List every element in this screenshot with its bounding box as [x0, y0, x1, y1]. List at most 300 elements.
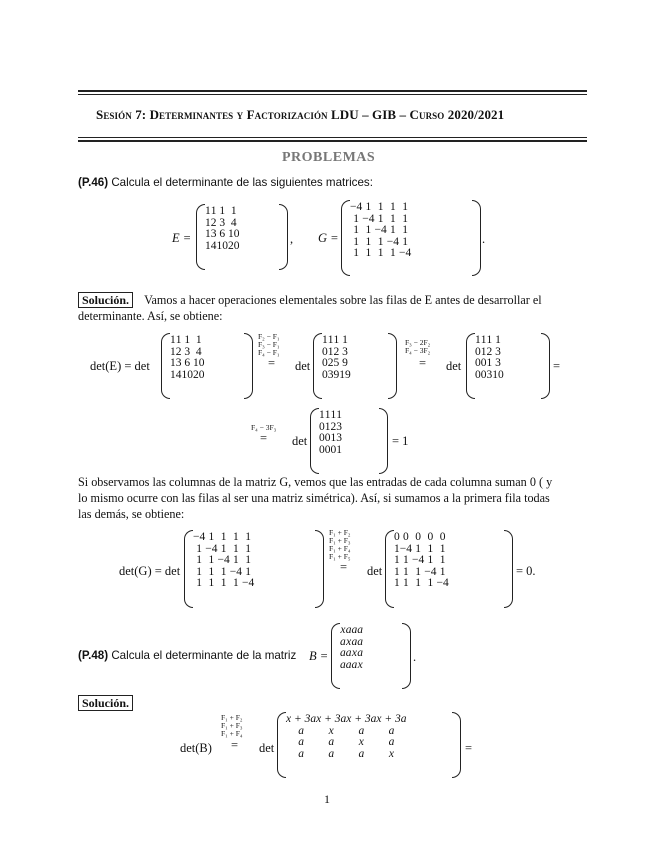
matrix-entry: 1	[196, 577, 202, 589]
p46-line	[78, 176, 373, 189]
matrix-entry: a	[351, 658, 358, 671]
matrix-entry: x	[328, 724, 334, 737]
matrix-entry: −4	[217, 554, 230, 566]
matrix-entry: 1	[495, 334, 501, 346]
matrix-entry: 1	[353, 212, 359, 225]
G-lhs	[318, 231, 339, 246]
matrix-entry: 0	[322, 345, 328, 358]
matrix-row	[205, 206, 240, 218]
matrix-row	[322, 370, 351, 382]
matrix-entry: −4	[374, 224, 387, 236]
eq-4: =	[260, 431, 268, 445]
matrix-entry: 1	[486, 334, 493, 346]
matrix-entry: 1	[365, 247, 372, 259]
matrix-entry: 1	[365, 224, 372, 236]
E-lhs-text: E =	[172, 231, 192, 245]
matrix-entry: 0	[319, 432, 325, 444]
matrix-entry: 1	[175, 334, 182, 346]
E-lhs	[172, 231, 191, 246]
matrix-entry: 1	[390, 224, 396, 236]
matrix-step5	[277, 712, 461, 778]
matrix-entry: 1	[220, 531, 227, 543]
row-op-label: F₄ − 3F₂	[405, 346, 431, 355]
det-1: det	[295, 359, 311, 373]
matrix-row	[350, 225, 411, 237]
p46-statement: Calcula el determinante de las siguientes matrices:	[111, 176, 373, 189]
row-ops-4	[329, 529, 351, 561]
matrix-entry: 3	[495, 357, 501, 369]
matrix-entry: 1	[324, 420, 331, 433]
matrix-entry: 1	[427, 577, 434, 589]
matrix-entry: 2	[210, 216, 217, 229]
matrix-entry: 1	[439, 554, 446, 566]
matrix-row	[193, 532, 254, 544]
matrix-entry: 1	[353, 235, 359, 248]
solution1-line2: determinante. Así, se obtiene:	[78, 309, 223, 323]
matrix-entry: 1	[427, 554, 434, 566]
matrix-entry: a	[358, 747, 365, 760]
matrix-entry: 0	[427, 531, 434, 543]
matrix-row	[394, 578, 449, 590]
matrix-entry: 1	[402, 235, 408, 248]
matrix-entry: a	[345, 658, 352, 671]
matrix-entry: −4	[193, 531, 206, 543]
matrix-entry: 1	[170, 345, 176, 358]
solution1-line1	[78, 292, 542, 308]
B-lhs	[309, 649, 328, 664]
matrix-entry: 10	[181, 368, 193, 381]
matrix-E	[196, 204, 288, 270]
matrix-entry: 2	[333, 345, 340, 358]
matrix-entry: 10	[228, 228, 240, 240]
matrix-entry: 3	[342, 345, 348, 358]
matrix-row	[350, 202, 411, 214]
matrix-entry: 1	[402, 224, 408, 236]
matrix-entry: 0	[475, 345, 481, 358]
matrix-row	[322, 358, 351, 370]
matrix-entry: 1	[322, 334, 328, 346]
matrix-entry: 1	[394, 565, 400, 578]
matrix-entry: x	[351, 647, 357, 659]
matrix-entry: 0	[322, 368, 328, 381]
matrix-G-again-table	[193, 532, 254, 590]
matrix-row	[394, 555, 449, 567]
p48-statement: Calcula el determinante de la matriz	[111, 649, 297, 662]
matrix-entry: a	[357, 647, 363, 659]
matrix-entry: a	[358, 724, 365, 737]
matrix-entry: −4	[229, 565, 242, 578]
solution2-line	[78, 695, 133, 711]
matrix-step1	[313, 333, 397, 399]
matrix-entry: a	[351, 635, 358, 648]
row-ops-5	[221, 714, 243, 738]
matrix-entry: 1	[230, 205, 237, 217]
matrix-row	[475, 358, 504, 370]
matrix-entry: 4	[210, 239, 217, 252]
matrix-entry: x	[388, 747, 394, 760]
matrix-entry: 1	[480, 334, 487, 346]
matrix-entry: 1	[208, 565, 215, 578]
matrix-entry: 3	[175, 357, 182, 369]
matrix-entry: 0	[322, 357, 328, 369]
matrix-row	[170, 358, 205, 370]
result-1: = 1	[392, 434, 409, 448]
matrix-entry: 1	[480, 345, 487, 358]
matrix-entry: a	[328, 747, 335, 760]
matrix-entry: 9	[333, 368, 340, 381]
matrix-entry: 1	[327, 334, 334, 346]
matrix-row	[319, 410, 342, 422]
matrix-entry: 1	[390, 212, 396, 225]
B-period: .	[413, 650, 417, 664]
eq-2: =	[419, 356, 427, 370]
matrix-step3-table	[319, 410, 342, 456]
header-rule-top	[78, 90, 587, 92]
matrix-entry: 1	[390, 201, 396, 213]
matrix-entry: 3	[184, 345, 191, 358]
p48-label: (P.48)	[78, 649, 109, 662]
matrix-G	[341, 200, 481, 276]
matrix-entry: −4	[362, 212, 375, 225]
matrix-entry: x	[346, 635, 352, 648]
matrix-entry: a	[345, 647, 352, 659]
eq-1: =	[268, 356, 276, 370]
matrix-entry: 1	[415, 565, 421, 578]
matrix-entry: 20	[193, 368, 205, 381]
matrix-entry: 0	[480, 357, 487, 369]
matrix-entry: 1	[170, 334, 176, 346]
matrix-entry: 1	[205, 239, 211, 252]
matrix-entry: 3	[336, 432, 342, 444]
header-rule-bottom-thick	[78, 140, 587, 142]
matrix-entry: 1	[394, 542, 400, 555]
B-lhs-text: B =	[309, 649, 329, 663]
row-op-label: F₁ + F₃	[221, 721, 243, 730]
row-ops-1	[258, 333, 280, 357]
para-G-1: Si observamos las columnas de la matriz G, vemos que las entradas de cada columna suman 0 ( y	[78, 475, 553, 489]
matrix-row	[319, 445, 342, 457]
row-op-label: F₁ + F₄	[329, 544, 351, 553]
matrix-entry: 1	[439, 542, 446, 555]
matrix-entry: a	[388, 724, 395, 737]
detB-lhs: det(B)	[180, 741, 212, 755]
matrix-entry: 1	[403, 565, 409, 578]
matrix-entry: 1	[394, 554, 400, 566]
matrix-entry: −4	[386, 235, 399, 248]
matrix-row	[286, 749, 407, 761]
matrix-entry: 0	[330, 443, 337, 456]
matrix-entry: 0	[324, 443, 331, 456]
matrix-entry: 1	[402, 201, 408, 213]
matrix-entry: 1	[233, 577, 239, 589]
matrix-step4-table	[394, 532, 449, 590]
matrix-entry: 0	[475, 368, 481, 381]
matrix-entry: 10	[492, 368, 504, 381]
G-period: .	[482, 232, 486, 246]
matrix-entry: 1	[319, 409, 325, 421]
matrix-row	[340, 660, 363, 672]
matrix-entry: 2	[175, 345, 182, 358]
matrix-entry: 20	[228, 239, 240, 252]
page-number: 1	[324, 792, 330, 806]
matrix-entry: 1	[219, 205, 226, 217]
matrix-entry: 1	[353, 224, 359, 236]
matrix-step5-table	[286, 714, 407, 760]
matrix-E-again-table	[170, 335, 205, 381]
matrix-entry: −4	[399, 542, 412, 555]
matrix-entry: 1	[245, 554, 251, 566]
matrix-row	[340, 648, 363, 660]
matrix-entry: 4	[230, 216, 237, 229]
matrix-entry: 1	[390, 247, 396, 259]
solution2-label: Solución.	[78, 695, 133, 711]
matrix-entry: a	[298, 747, 304, 760]
matrix-entry: 1	[377, 212, 384, 225]
eq-5: =	[340, 560, 348, 574]
matrix-entry: 1	[208, 577, 215, 589]
E-comma: ,	[290, 232, 294, 246]
matrix-entry: 1	[365, 201, 372, 213]
matrix-entry: 1	[170, 368, 176, 381]
matrix-entry: 6	[219, 228, 226, 240]
para-G-3: las demás, se obtiene:	[78, 507, 185, 521]
row-ops-2	[405, 339, 430, 355]
matrix-entry: −4	[350, 201, 363, 213]
matrix-entry: 1	[342, 334, 348, 346]
matrix-entry: 3	[495, 345, 501, 358]
matrix-entry: 1	[196, 554, 202, 566]
matrix-entry: 1	[327, 345, 334, 358]
matrix-E-table	[205, 206, 240, 252]
matrix-entry: 1	[205, 216, 211, 229]
matrix-row	[205, 241, 240, 253]
matrix-entry: 1	[377, 235, 384, 248]
row-op-label: F₂ − F₁	[258, 332, 280, 341]
matrix-entry: 0	[324, 432, 331, 444]
matrix-step4	[385, 530, 513, 608]
matrix-entry: −4	[399, 247, 412, 259]
matrix-entry: 1	[170, 357, 176, 369]
matrix-row	[170, 335, 205, 347]
matrix-entry: −4	[412, 554, 425, 566]
matrix-entry: 3	[486, 368, 493, 381]
matrix-row	[322, 335, 351, 347]
matrix-entry: 2	[486, 345, 493, 358]
matrix-entry: 0	[394, 531, 400, 543]
matrix-row	[350, 248, 411, 260]
matrix-entry: 1	[245, 542, 251, 555]
matrix-entry: 1	[475, 334, 481, 346]
matrix-row	[286, 737, 407, 749]
matrix-entry: −4	[242, 577, 255, 589]
matrix-step3	[310, 408, 388, 474]
matrix-entry: 1	[415, 577, 421, 589]
matrix-entry: x + 3a	[346, 713, 377, 725]
matrix-entry: −4	[205, 542, 218, 555]
matrix-entry: x	[358, 736, 364, 748]
matrix-entry: 1	[195, 334, 202, 346]
det-5: det	[259, 741, 275, 755]
matrix-entry: 1	[402, 212, 408, 225]
matrix-entry: 1	[233, 542, 239, 555]
matrix-entry: 3	[219, 216, 226, 229]
row-op-label: F₁ + F₅	[329, 552, 351, 561]
matrix-entry: 1	[439, 565, 446, 578]
matrix-entry: a	[298, 736, 304, 748]
matrix-entry: 1	[208, 554, 215, 566]
matrix-row	[193, 578, 254, 590]
matrix-entry: 0	[319, 420, 325, 433]
matrix-entry: 1	[233, 531, 239, 543]
matrix-entry: 1	[324, 409, 331, 421]
row-op-label: F₁ + F₂	[221, 713, 243, 722]
matrix-entry: 1	[427, 542, 434, 555]
det-3: det	[292, 434, 308, 448]
G-lhs-text: G =	[318, 231, 339, 245]
matrix-entry: 3	[210, 228, 217, 240]
matrix-row	[475, 335, 504, 347]
matrix-row	[193, 555, 254, 567]
eq-3: =	[553, 359, 561, 373]
matrix-entry: 0	[403, 531, 409, 543]
matrix-entry: 1	[415, 542, 421, 555]
matrix-entry: 0	[439, 531, 446, 543]
matrix-entry: 1	[196, 542, 202, 555]
matrix-entry: 1	[220, 565, 227, 578]
matrix-entry: 2	[327, 357, 334, 369]
header-rule-top-thin	[78, 94, 587, 95]
matrix-row	[340, 625, 363, 637]
matrix-entry: 1	[220, 577, 227, 589]
eq-6: =	[231, 738, 239, 752]
matrix-entry: 5	[333, 357, 340, 369]
solution1-label: Solución.	[78, 292, 133, 308]
matrix-entry: 1	[205, 228, 211, 240]
matrix-entry: a	[351, 624, 358, 636]
section-title: PROBLEMAS	[282, 150, 376, 165]
matrix-entry: 1	[220, 542, 227, 555]
matrix-B	[331, 623, 411, 689]
matrix-entry: 0	[415, 531, 421, 543]
matrix-entry: 1	[196, 565, 202, 578]
matrix-entry: 1	[377, 247, 384, 259]
matrix-step2-table	[475, 335, 504, 381]
matrix-entry: x + 3a	[286, 713, 317, 725]
matrix-E-again	[161, 333, 253, 399]
matrix-entry: x	[357, 658, 363, 671]
matrix-entry: 1	[205, 205, 211, 217]
matrix-entry: a	[298, 724, 304, 737]
matrix-entry: 6	[184, 357, 191, 369]
row-op-label: F₄ − 3F₃	[251, 423, 277, 432]
page-title: Sesión 7: Determinantes y Factorización LDU – GIB – Curso 2020/2021	[96, 107, 505, 122]
matrix-entry: 1	[245, 565, 251, 578]
matrix-entry: 3	[336, 420, 342, 433]
matrix-entry: a	[388, 736, 395, 748]
row-op-label: F₁ + F₃	[329, 536, 351, 545]
matrix-entry: 1	[365, 235, 372, 248]
matrix-entry: a	[345, 624, 352, 636]
matrix-entry: 1	[336, 409, 342, 421]
detE-lhs: det(E) = det	[90, 359, 150, 373]
para-G-2: lo mismo ocurre con las filas al ser una matriz simétrica). Así, si sumamos a la primera fila todas	[78, 491, 550, 505]
matrix-row	[170, 370, 205, 382]
matrix-entry: 1	[330, 409, 337, 421]
matrix-entry: a	[340, 635, 346, 648]
matrix-entry: 1	[330, 432, 337, 444]
matrix-entry: 10	[216, 239, 228, 252]
matrix-entry: 9	[342, 357, 348, 369]
det-2: det	[446, 359, 462, 373]
p46-label: (P.46)	[78, 176, 109, 189]
result-2: = 0.	[516, 564, 536, 578]
solution1-text1: Vamos a hacer operaciones elementales sobre las filas de E antes de desarrollar el	[144, 293, 542, 307]
matrix-entry: −4	[424, 565, 437, 578]
matrix-row	[394, 532, 449, 544]
matrix-entry: 1	[394, 577, 400, 589]
matrix-entry: 0	[475, 357, 481, 369]
matrix-entry: x	[340, 624, 346, 636]
det-4: det	[367, 564, 383, 578]
matrix-entry: 1	[403, 577, 409, 589]
eq-end-2: =	[465, 741, 473, 755]
row-op-label: F₁ + F₄	[221, 729, 243, 738]
matrix-entry: a	[340, 647, 346, 659]
matrix-entry: 1	[353, 247, 359, 259]
matrix-entry: 4	[195, 345, 202, 358]
matrix-entry: 1	[336, 443, 342, 456]
matrix-G-again	[184, 530, 324, 608]
matrix-B-table	[340, 625, 363, 671]
matrix-entry: a	[357, 624, 363, 636]
matrix-row	[205, 229, 240, 241]
matrix-entry: 1	[233, 554, 239, 566]
matrix-entry: 1	[210, 205, 217, 217]
matrix-entry: 3	[327, 368, 334, 381]
matrix-entry: 4	[175, 368, 182, 381]
matrix-row	[475, 370, 504, 382]
matrix-row	[319, 433, 342, 445]
matrix-entry: a	[328, 736, 335, 748]
header-rule-bottom	[78, 137, 587, 138]
matrix-entry: −4	[436, 577, 449, 589]
matrix-entry: 1	[245, 531, 251, 543]
matrix-entry: 1	[486, 357, 493, 369]
matrix-entry: 10	[193, 357, 205, 369]
matrix-entry: x + 3a	[316, 713, 347, 725]
matrix-entry: x + 3a	[376, 713, 407, 725]
matrix-G-table	[350, 202, 411, 260]
row-op-label: F₃ − F₁	[258, 340, 280, 349]
matrix-entry: 19	[339, 368, 351, 381]
detG-lhs: det(G) = det	[119, 564, 181, 578]
matrix-entry: a	[340, 658, 346, 671]
row-op-label: F₄ − F₁	[258, 348, 280, 357]
matrix-row	[286, 714, 407, 726]
matrix-entry: a	[357, 635, 363, 648]
matrix-entry: 1	[333, 334, 340, 346]
matrix-entry: 1	[184, 334, 191, 346]
matrix-entry: 0	[480, 368, 487, 381]
matrix-entry: 1	[377, 201, 384, 213]
matrix-entry: 0	[319, 443, 325, 456]
matrix-step2	[466, 333, 550, 399]
row-op-label: F₃ − 2F₂	[405, 338, 431, 347]
matrix-step1-table	[322, 335, 351, 381]
p48-line	[78, 649, 296, 662]
matrix-entry: 1	[403, 554, 409, 566]
matrix-entry: 2	[330, 420, 337, 433]
